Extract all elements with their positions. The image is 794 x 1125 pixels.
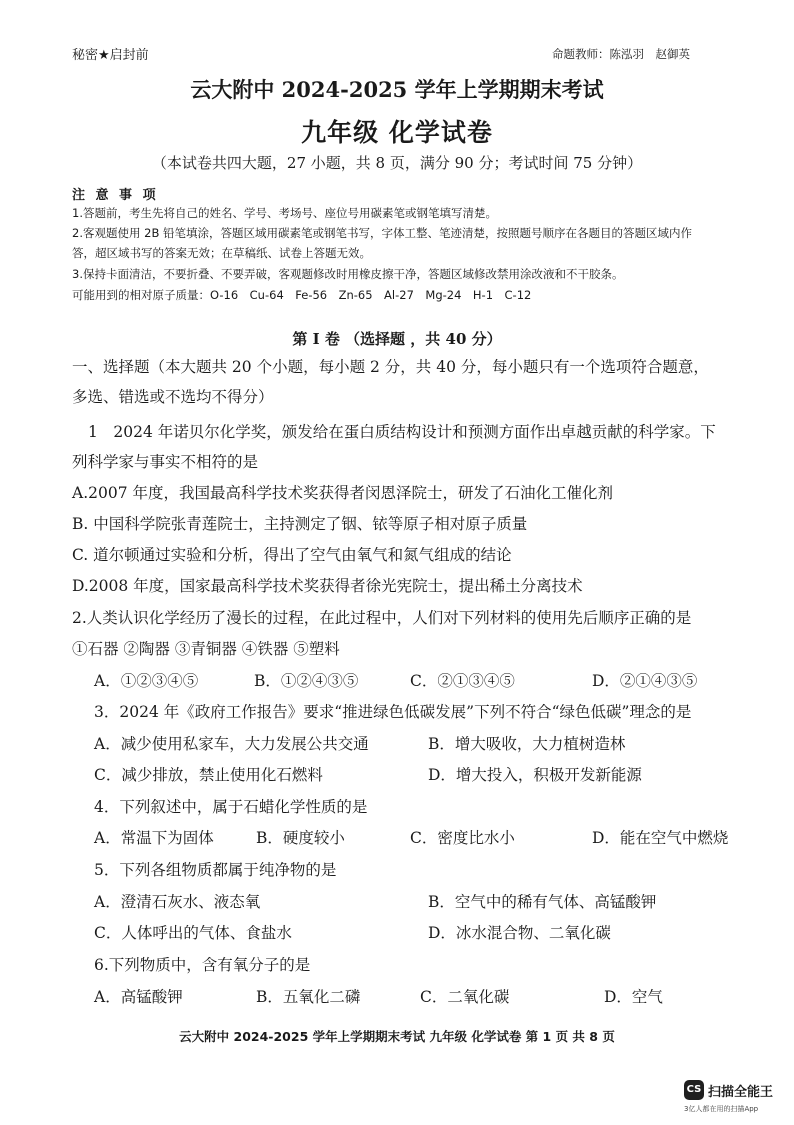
confidential-label: 秘密★启封前 (72, 48, 149, 63)
question-4-option-c: C．密度比水小 (410, 829, 515, 847)
atomic-masses: 可能用到的相对原子质量：O-16 Cu-64 Fe-56 Zn-65 Al-27 Mg-24 H-1 C-12 (72, 288, 532, 302)
question-6-option-c: C．二氧化碳 (420, 988, 510, 1006)
question-5-option-d: D．冰水混合物、二氧化碳 (428, 924, 611, 942)
section-intro: 多选、错选或不选均不得分） (72, 388, 274, 406)
question-2-items: ①石器 ②陶器 ③青铜器 ④铁器 ⑤塑料 (72, 640, 340, 658)
question-1-stem: 列科学家与事实不相符的是 (72, 453, 259, 471)
question-6-option-b: B．五氧化二磷 (256, 988, 361, 1006)
notes-heading: 注 意 事 项 (72, 188, 159, 203)
note-item: 答，超区域书写的答案无效；在草稿纸、试卷上答题无效。 (72, 246, 371, 260)
question-2-option-b: B．①②④③⑤ (254, 672, 359, 690)
question-4-option-a: A．常温下为固体 (94, 829, 214, 847)
teacher-names: 命题教师：陈泓羽 赵御英 (552, 47, 690, 61)
question-2-option-a: A．①②③④⑤ (94, 672, 199, 690)
exam-title: 云大附中 2024-2025 学年上学期期末考试 (190, 77, 604, 102)
page-footer: 云大附中 2024-2025 学年上学期期末考试 九年级 化学试卷 第 1 页 共 8 页 (179, 1029, 615, 1044)
question-5-option-a: A．澄清石灰水、液态氧 (94, 893, 261, 911)
question-3-option-d: D．增大投入，积极开发新能源 (428, 766, 642, 784)
exam-subject: 九年级 化学试卷 (301, 118, 493, 147)
exam-info: （本试卷共四大题，27 小题，共 8 页，满分 90 分；考试时间 75 分钟） (151, 154, 643, 172)
question-5-option-b: B．空气中的稀有气体、高锰酸钾 (428, 893, 657, 911)
section-intro: 一、选择题（本大题共 20 个小题，每小题 2 分，共 40 分，每小题只有一个选项符合题意， (72, 358, 709, 376)
question-1-option-a: A.2007 年度，我国最高科学技术奖获得者闵恩泽院士，研发了石油化工催化剂 (72, 484, 613, 502)
question-6-option-a: A．高锰酸钾 (94, 988, 183, 1006)
question-3-option-a: A．减少使用私家车，大力发展公共交通 (94, 735, 369, 753)
question-2-option-c: C．②①③④⑤ (410, 672, 515, 690)
section-title: 第 I 卷 （选择题 ，共 40 分） (292, 330, 502, 348)
note-item: 1.答题前，考生先将自己的姓名、学号、考场号、座位号用碳素笔或钢笔填写清楚。 (72, 206, 497, 220)
question-6-option-d: D．空气 (604, 988, 663, 1006)
watermark-tagline: 3亿人都在用的扫描App (684, 1105, 759, 1113)
question-6-stem: 6.下列物质中，含有氧分子的是 (94, 956, 311, 974)
question-3-stem: 3．2024 年《政府工作报告》要求“推进绿色低碳发展”下列不符合“绿色低碳”理念的是 (94, 703, 692, 721)
question-5-option-c: C．人体呼出的气体、食盐水 (94, 924, 292, 942)
note-item: 3.保持卡面清洁，不要折叠、不要弄破，客观题修改时用橡皮擦干净，答题区域修改禁用涂改液和不干胶条。 (72, 267, 624, 281)
question-4-stem: 4．下列叙述中，属于石蜡化学性质的是 (94, 798, 368, 816)
question-5-stem: 5．下列各组物质都属于纯净物的是 (94, 861, 337, 879)
question-1-stem: 1 2024 年诺贝尔化学奖，颁发给在蛋白质结构设计和预测方面作出卓越贡献的科学家。下 (88, 423, 716, 441)
question-1-option-d: D.2008 年度，国家最高科学技术奖获得者徐光宪院士，提出稀土分离技术 (72, 577, 583, 595)
note-item: 2.客观题使用 2B 铅笔填涂，答题区域用碳素笔或钢笔书写，字体工整、笔迹清楚，按照题号顺序在各题目的答题区域内作 (72, 226, 692, 240)
question-2-stem: 2.人类认识化学经历了漫长的过程，在此过程中，人们对下列材料的使用先后顺序正确的是 (72, 609, 692, 627)
question-2-option-d: D．②①④③⑤ (592, 672, 698, 690)
question-1-option-c: C. 道尔顿通过实验和分析，得出了空气由氧气和氮气组成的结论 (72, 546, 512, 564)
question-4-option-b: B．硬度较小 (256, 829, 345, 847)
question-3-option-c: C．减少排放，禁止使用化石燃料 (94, 766, 323, 784)
scanner-watermark (684, 1080, 794, 1120)
question-1-option-b: B. 中国科学院张青莲院士，主持测定了铟、铱等原子相对原子质量 (72, 515, 528, 533)
question-4-option-d: D．能在空气中燃烧 (592, 829, 729, 847)
camscanner-logo-icon: CS (684, 1080, 704, 1100)
question-3-option-b: B．增大吸收，大力植树造林 (428, 735, 626, 753)
watermark-app-name: 扫描全能王 (708, 1085, 774, 1100)
